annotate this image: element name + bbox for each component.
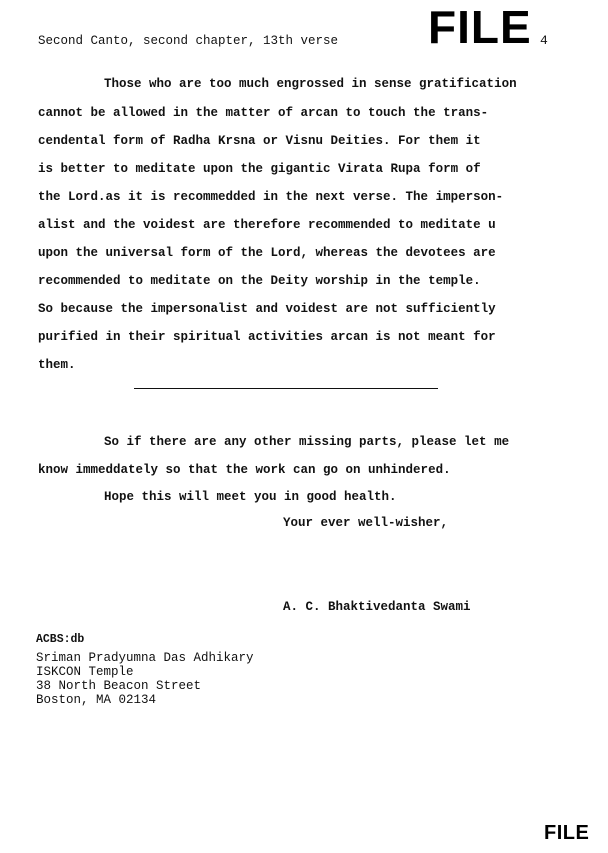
- recipient-line: 38 North Beacon Street: [36, 679, 202, 693]
- purport-line: recommended to meditate on the Deity worship in the temple.: [38, 274, 481, 288]
- purport-line: So because the impersonalist and voidest are not sufficiently: [38, 302, 496, 316]
- recipient-line: Sriman Pradyumna Das Adhikary: [36, 651, 254, 665]
- purport-line: purified in their spiritual activities arcan is not meant for: [38, 330, 496, 344]
- purport-line: cendental form of Radha Krsna or Visnu Deities. For them it: [38, 134, 481, 148]
- purport-line: alist and the voidest are therefore recommended to meditate u: [38, 218, 496, 232]
- recipient-line: Boston, MA 02134: [36, 693, 157, 707]
- letter-line: Hope this will meet you in good health.: [104, 490, 397, 504]
- purport-line: is better to meditate upon the gigantic Virata Rupa form of: [38, 162, 481, 176]
- verse-reference: Second Canto, second chapter, 13th verse: [38, 34, 339, 48]
- file-stamp-footer: FILE: [544, 822, 590, 844]
- recipient-line: ISKCON Temple: [36, 665, 134, 679]
- purport-line: upon the universal form of the Lord, whereas the devotees are: [38, 246, 496, 260]
- initials: ACBS:db: [36, 633, 85, 646]
- purport-line: Those who are too much engrossed in sense gratification: [104, 77, 517, 91]
- separator-rule: [134, 388, 438, 389]
- letter-line: So if there are any other missing parts, please let me: [104, 435, 510, 449]
- signature: A. C. Bhaktivedanta Swami: [283, 600, 471, 614]
- page-number: 4: [540, 33, 548, 48]
- letter-line: know immeddately so that the work can go on unhindered.: [38, 463, 451, 477]
- purport-line: cannot be allowed in the matter of arcan to touch the trans-: [38, 106, 489, 120]
- purport-line: the Lord.as it is recommedded in the next verse. The imperson-: [38, 190, 504, 204]
- purport-line: them.: [38, 358, 76, 372]
- closing: Your ever well-wisher,: [283, 516, 449, 530]
- file-stamp: FILE: [428, 1, 532, 53]
